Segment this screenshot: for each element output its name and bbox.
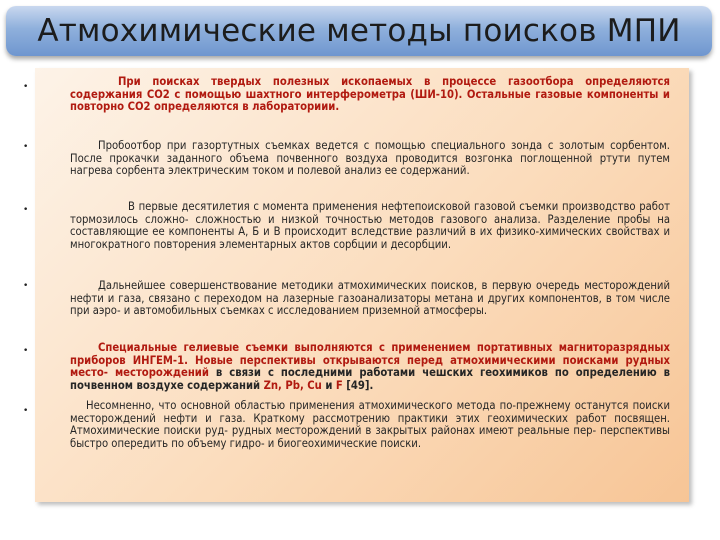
- bullet-4: •: [23, 281, 29, 291]
- paragraph-5: Специальные гелиевые съемки выполняются с применением портативных магниторазрядных приборов ИНГЕМ-1. Новые перспективы открываются перед атмохимическими поисками рудных место- месторождений в связи с последними работами чешских геохимиков по определению в почвенном воздухе содержаний Zn, Pb, Cu и F [49].: [70, 341, 670, 392]
- title-bar: [6, 6, 712, 56]
- bullet-6: •: [23, 406, 29, 416]
- paragraph-4: Дальнейшее совершенствование методики атмохимических поисков, в первую очередь месторождений нефти и газа, связано с переходом на лазерные газоанализаторы метана и других компонентов, в том числе при аэро- и автомобильных съемках с исследованием приземной атмосферы.: [70, 279, 670, 318]
- bullet-3: •: [23, 205, 29, 215]
- paragraph-2: Пробоотбор при газортутных съемках ведется с помощью специального зонда с золотым сорбентом. После прокачки заданного объема почвенного воздуха проводится возгонка поглощенной ртути путем нагрева сорбента электрическим током и полевой анализ ее содержаний.: [70, 139, 670, 178]
- bullet-1: •: [23, 82, 29, 92]
- paragraph-1: При поисках твердых полезных ископаемых в процессе газоотбора определяются содержания CO2 с помощью шахтного интерферометра (ШИ-10). Остальные газовые компоненты и повторно CO2 определяются в лабораториии.: [70, 75, 670, 114]
- bullet-2: •: [23, 142, 29, 152]
- bullet-5: •: [23, 346, 29, 356]
- paragraph-3: В первые десятилетия с момента применения нефтепоисковой газовой съемки производство работ тормозилось сложно- сложностью и низкой точностью методов газового анализа. Разделение пробы на составляющие ее компоненты А, Б и В происходит вследствие различий в их физико-химических свойствах и многократного повторения элементарных актов сорбции и десорбции.: [70, 200, 670, 251]
- paragraph-6: Несомненно, что основной областью применения атмохимического метода по-прежнему останутся поиски месторождений нефти и газа. Краткому рассмотрению практики этих геохимических работ посвящен. Атмохимические поиски руд- рудных месторождений в закрытых районах имеют реальные пер- перспективы быстро опередить по объему гидро- и биогеохимические поиски.: [70, 399, 670, 450]
- slide-title: Атмохимические методы поисков МПИ: [37, 13, 681, 49]
- content-box: [23, 68, 689, 502]
